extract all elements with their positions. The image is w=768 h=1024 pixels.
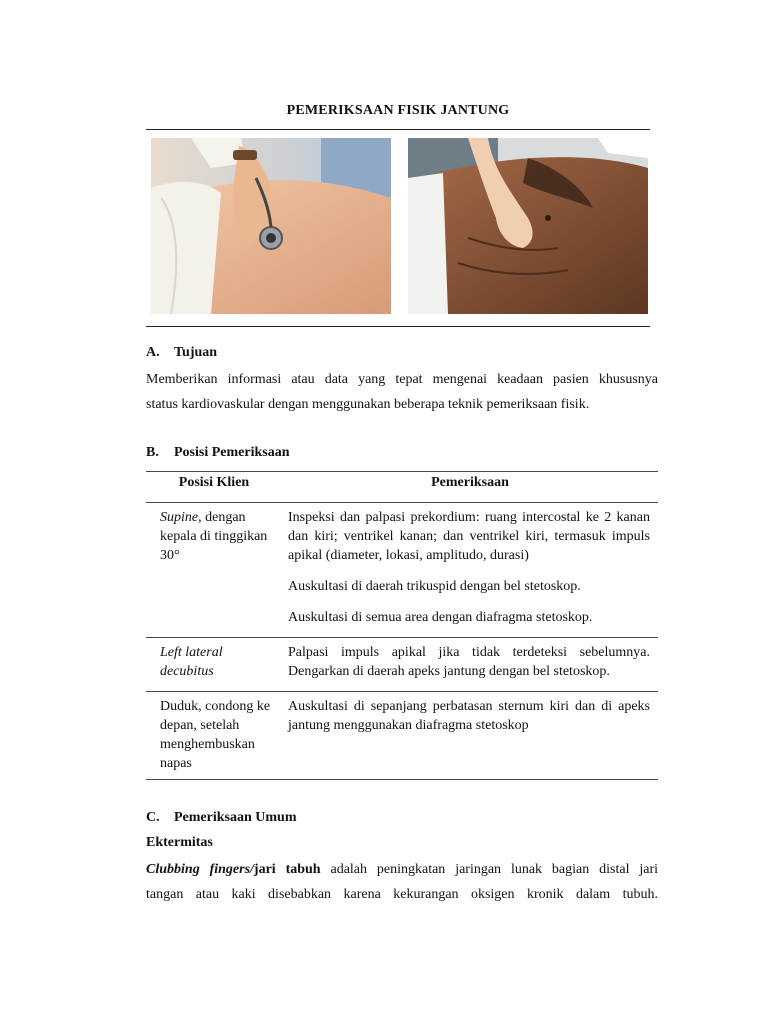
chest-palpation-photo bbox=[408, 138, 648, 314]
subsection-heading: Ektermitas bbox=[146, 835, 213, 850]
table-row bbox=[146, 503, 658, 638]
section-a-number: A. bbox=[146, 345, 160, 360]
examination-cell: Palpasi impuls apikal jika tidak terdeteksi sebelumnya. Dengarkan di daerah apeks jantung dengan bel stetoskop. bbox=[282, 638, 658, 692]
title-divider bbox=[146, 129, 650, 130]
column-header-examination: Pemeriksaan bbox=[282, 472, 658, 503]
section-a-paragraph bbox=[146, 367, 658, 417]
position-cell: Duduk, condong ke depan, setelah menghembuskan napas bbox=[146, 692, 282, 780]
stethoscope-auscultation-photo bbox=[151, 138, 391, 314]
paragraph-line: status kardiovaskular dengan menggunakan beberapa teknik pemeriksaan fisik. bbox=[146, 397, 590, 412]
paragraph-line: Clubbing fingers/jari tabuh adalah peningkatan jaringan lunak bagian distal jari bbox=[146, 862, 658, 877]
table-row bbox=[146, 638, 658, 692]
section-c-paragraph bbox=[146, 857, 658, 907]
column-header-position: Posisi Klien bbox=[146, 472, 282, 503]
section-a-heading bbox=[146, 345, 217, 361]
examination-cell: Inspeksi dan palpasi prekordium: ruang intercostal ke 2 kanan dan kiri; ventrikel kanan; dan ventrikel kiri, termasuk impuls apikal (diameter, lokasi, amplitudo, durasi) Auskultasi di daerah trikuspid dengan bel stetoskop. Auskultasi di semua area dengan diafragma stetoskop. bbox=[282, 503, 658, 638]
section-c-heading bbox=[146, 810, 297, 826]
section-b-number: B. bbox=[146, 445, 159, 460]
paragraph-line: Memberikan informasi atau data yang tepat mengenai keadaan pasien khususnya bbox=[146, 372, 658, 387]
section-b-title: Posisi Pemeriksaan bbox=[174, 445, 290, 460]
position-cell: Left lateral decubitus bbox=[146, 638, 282, 692]
examination-position-table bbox=[146, 471, 658, 780]
section-b-heading bbox=[146, 445, 290, 461]
position-cell: Supine, dengan kepala di tinggikan 30° bbox=[146, 503, 282, 638]
examination-cell: Auskultasi di sepanjang perbatasan sternum kiri dan di apeks jantung menggunakan diafragma stetoskop bbox=[282, 692, 658, 780]
section-c-number: C. bbox=[146, 810, 160, 825]
paragraph-line: tangan atau kaki disebabkan karena kekurangan oksigen kronik dalam tubuh. bbox=[146, 887, 658, 902]
section-a-title: Tujuan bbox=[174, 345, 218, 360]
section-c-title: Pemeriksaan Umum bbox=[174, 810, 297, 825]
table-header-row bbox=[146, 472, 658, 503]
photo-divider bbox=[146, 326, 650, 327]
table-row bbox=[146, 692, 658, 780]
page-title: PEMERIKSAAN FISIK JANTUNG bbox=[286, 103, 510, 118]
